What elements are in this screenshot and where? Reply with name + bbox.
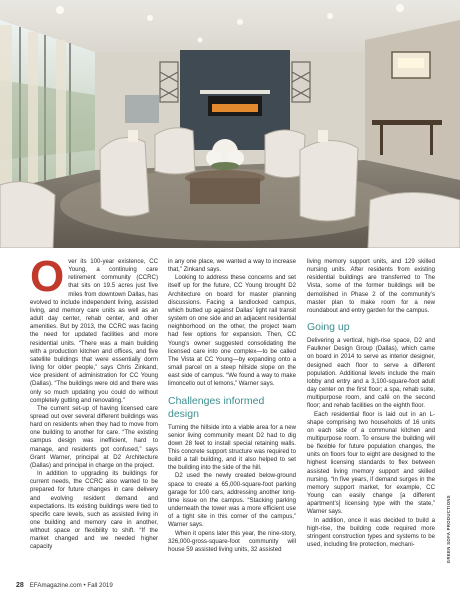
body-paragraph: In addition, once it was decided to build a high-rise, the building code required more stringent construction types and systems to be used, including fire protection, mechani- (307, 516, 435, 548)
body-paragraph: Turning the hillside into a viable area for a new senior living community meant D2 had to dig down 28 feet to install special retaining walls. This concrete support structure was required to build a tall building, and it also helped to set the building into the side of the hill. (168, 423, 296, 472)
body-paragraph: When it opens later this year, the nine-story, 326,000-gross-square-foot community will house 59 assisted living units, 32 assisted (168, 529, 296, 553)
text-column-1 (30, 252, 158, 552)
text-column-2 (168, 258, 296, 554)
body-paragraph: In addition to upgrading its buildings for current needs, the CCRC also wanted to be prepared for future changes in care delivery and evolving resident demand and expectations. Its existing buildings were tied to specific care levels, such as assisted living in one building and memory care in another, without space or flexibility to shift. “If the market changed and we needed higher capacity (30, 470, 158, 551)
lobby-photo (0, 0, 460, 248)
body-paragraph: in any one place, we wanted a way to increase that,” Zinkand says. (168, 258, 296, 274)
body-paragraph: D2 used the newly created below-ground space to create a 65,000-square-foot parking garage for 100 cars, addressing another long-time issue on the campus. “Stacking parking underneath the tower was a more efficient use of a tight site in this corner of the campus,” Warner says. (168, 472, 296, 529)
intro-paragraph: Over its 100-year existence, CC Young, a continuing care retirement community (CCRC) that sits on 19.5 acres just five miles from downtown Dallas, has evolved to include independent living, assisted living, and memory care units as well as an adult day center, rehab center, and other amenities. But by 2013, the CCRC was facing the need for updated facilities and more residential units. “There was a main building with a production kitchen and offices, and five satellite buildings that were essentially dorm living for older people,” says Chris Zinkand, vice president of administration for CC Young (Dallas). “The buildings were old and there was only so much updating you could do without completely gutting and renovating.” (30, 252, 158, 404)
body-paragraph: Looking to address these concerns and set itself up for the future, CC Young brought D2 Architecture on board for master planning discussions. Facing a landlocked campus, which butted up against Dallas’ light rail transit system on one side and an adjacent residential neighborhood on the other, the project team had few options for expansion. Then, CC Young’s owner suggested consolidating the licensed care into one complex—to be called The Vista at CC Young—by expanding onto a small parcel on a steep hillside slope on the east side of campus. “We found a way to make limoncello out of lemons,” Warner says. (168, 274, 296, 388)
section-heading-going-up: Going up (307, 321, 350, 334)
body-paragraph: living memory support units, and 129 skilled nursing units. After residents from existing residential buildings are transferred to The Vista, some of the former buildings will be demolished in Phase 2 of the community’s master plan to make room for a new roundabout and entry garden for the campus. (307, 258, 435, 314)
page-number: 28 (16, 582, 24, 589)
section-heading-challenges: Challenges informed design (168, 394, 265, 420)
page-footer (16, 582, 113, 589)
photo-credit: GREEN SOFA PRODUCTIONS (446, 495, 451, 564)
body-paragraph: The current set-up of having licensed care spread out over several different buildings was hard on residents when they had to move from one building to another for care. “The existing campus design was inefficient, hard to manage, and residents got confused,” says Grant Warner, principal at D2 Architecture (Dallas) and principal in charge on the project. (30, 404, 158, 469)
body-paragraph: Delivering a vertical, high-rise space, D2 and Faulkner Design Group (Dallas), which came on board in 2014 to serve as interior designer, designed each floor to serve a different population. Additional levels include the main lobby and entry and a 3,100-square-foot adult day center on the first floor; a spa, rehab suite, multipurpose room, and café on the second floor; and rehab facilities on the eighth floor. (307, 337, 435, 410)
drop-cap: O (30, 252, 65, 301)
text-column-3 (307, 258, 435, 549)
footer-text: EFAmagazine.com • Fall 2019 (29, 582, 113, 589)
body-paragraph: Each residential floor is laid out in an L-shape comprising two households of 16 units on each side of a communal kitchen and multipurpose room. To ensure the building will be flexible for future population changes, the units on floors four to eight are designed to the highest licensing standards to flex between assisted living memory support and skilled nursing. “In five years, if demand surges in the memory support market, for example, CC Young can easily change [a different apartment’s] licensing type with the state,” Warner says. (307, 410, 435, 516)
